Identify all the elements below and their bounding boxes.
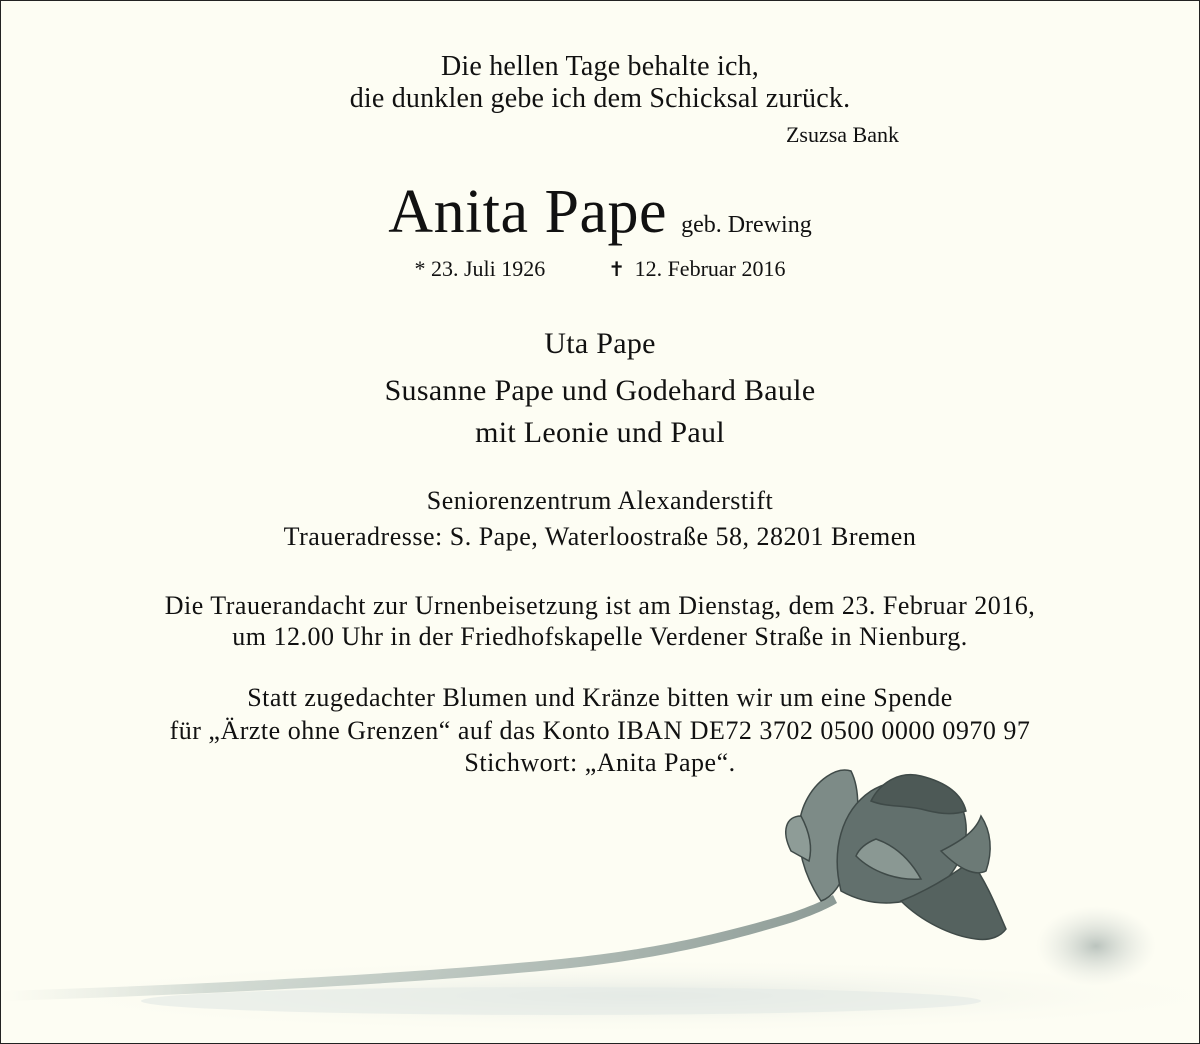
maiden-name: geb. Drewing xyxy=(681,212,812,238)
cross-icon: ✝ xyxy=(608,257,626,281)
life-dates xyxy=(1,256,1199,282)
mourner-line-2: Susanne Pape und Godehard Baule xyxy=(384,374,816,407)
quote-author: Zsuzsa Bank xyxy=(785,122,899,147)
deceased-heading xyxy=(1,177,1199,248)
birth-date: * 23. Juli 1926 xyxy=(414,256,546,281)
death-date: 12. Februar 2016 xyxy=(634,256,786,281)
donation-line-3: Stichwort: „Anita Pape“. xyxy=(464,748,736,777)
donation-line-1: Statt zugedachter Blumen und Kränze bitten wir um eine Spende xyxy=(247,683,953,712)
mourner-line-3: mit Leonie und Paul xyxy=(475,416,725,449)
mourner-line-1: Uta Pape xyxy=(544,327,656,360)
deceased-name: Anita Pape xyxy=(388,178,668,246)
service-line-1: Die Trauerandacht zur Urnenbeisetzung ist am Dienstag, dem 23. Februar 2016, xyxy=(164,591,1036,620)
quote-line-2: die dunklen gebe ich dem Schicksal zurück. xyxy=(349,83,851,114)
address-line-1: Seniorenzentrum Alexanderstift xyxy=(426,486,774,515)
address-line-2: Traueradresse: S. Pape, Waterloostraße 58, 28201 Bremen xyxy=(283,522,917,551)
quote-line-1: Die hellen Tage behalte ich, xyxy=(441,51,759,82)
service-line-2: um 12.00 Uhr in der Friedhofskapelle Verdener Straße in Nienburg. xyxy=(232,622,968,651)
donation-line-2: für „Ärzte ohne Grenzen“ auf das Konto IBAN DE72 3702 0500 0000 0970 97 xyxy=(169,716,1031,745)
